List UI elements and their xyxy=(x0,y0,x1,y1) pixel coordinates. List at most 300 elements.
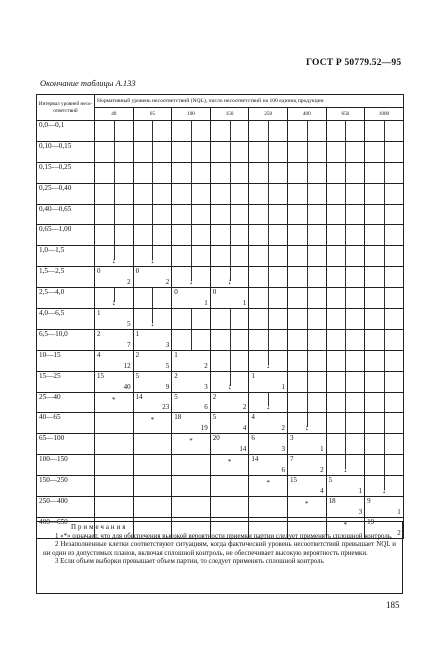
plan-cell xyxy=(287,413,326,434)
continuation-line xyxy=(384,455,385,475)
sample-size: 6 xyxy=(281,466,285,475)
nql-column-header: 100 xyxy=(172,108,211,121)
acceptance-number: 2 xyxy=(174,371,178,380)
table-row xyxy=(37,288,404,309)
continuation-line xyxy=(345,372,346,392)
table-row xyxy=(37,434,404,455)
continuation-line xyxy=(345,225,346,245)
plan-cell xyxy=(172,350,211,371)
plan-cell xyxy=(172,476,211,497)
plan-cell xyxy=(365,413,404,434)
continuation-line xyxy=(230,246,231,266)
continuation-line xyxy=(307,163,308,183)
notes-title: Примечания xyxy=(71,524,128,531)
plan-cell xyxy=(210,455,249,476)
sample-size: 5 xyxy=(127,319,131,328)
table-row xyxy=(37,476,404,497)
acceptance-number: 1 xyxy=(135,329,140,338)
plan-cell xyxy=(210,413,249,434)
down-arrow-icon: ↓ xyxy=(150,256,155,266)
down-arrow-icon: ↓ xyxy=(111,256,116,266)
plan-cell xyxy=(365,162,404,183)
plan-cell xyxy=(365,288,404,309)
plan-cell xyxy=(95,350,134,371)
plan-cell xyxy=(133,121,172,142)
continuation-line xyxy=(384,309,385,329)
plan-cell xyxy=(210,162,249,183)
plan-cell xyxy=(210,246,249,267)
plan-cell xyxy=(95,267,134,288)
continuation-line xyxy=(345,121,346,141)
row-interval-label: 4,0—6,5 xyxy=(37,309,95,330)
plan-cell xyxy=(326,121,365,142)
continuation-line xyxy=(152,184,153,204)
continuation-line xyxy=(345,267,346,287)
full-inspection-mark: * xyxy=(189,437,193,446)
table-row xyxy=(37,455,404,476)
continuation-line xyxy=(307,351,308,371)
plan-cell xyxy=(249,246,288,267)
row-interval-label: 25—40 xyxy=(37,392,95,413)
nql-group-header: Нормативный уровень несоответствий (NQL), число несоответствий на 100 единиц продукции xyxy=(95,95,404,108)
continuation-line xyxy=(230,121,231,141)
continuation-line xyxy=(345,413,346,433)
full-inspection-mark: * xyxy=(112,395,116,404)
acceptance-number: 1 xyxy=(97,309,101,318)
acceptance-number: 15 xyxy=(97,371,104,380)
plan-cell xyxy=(326,413,365,434)
continuation-line xyxy=(191,142,192,162)
note-3: 3 Если объем выборки превышает объем партии, то следует применять сплошной контроль xyxy=(55,558,324,565)
plan-cell xyxy=(172,413,211,434)
plan-cell xyxy=(365,497,404,518)
plan-cell xyxy=(326,162,365,183)
plan-cell xyxy=(287,162,326,183)
plan-cell xyxy=(210,497,249,518)
acceptance-number: 20 xyxy=(212,434,220,443)
continuation-line xyxy=(114,205,115,225)
sample-size: 5 xyxy=(165,361,170,370)
sample-size: 2 xyxy=(242,403,247,412)
table-row xyxy=(37,121,404,142)
plan-cell xyxy=(326,476,365,497)
plan-cell xyxy=(172,246,211,267)
plan-cell xyxy=(172,392,211,413)
row-interval-label: 0,15—0,25 xyxy=(37,162,95,183)
plan-cell xyxy=(326,329,365,350)
row-interval-label: 15—25 xyxy=(37,371,95,392)
continuation-line xyxy=(307,372,308,392)
continuation-line xyxy=(345,288,346,308)
sample-size: 1 xyxy=(281,382,285,391)
sample-size: 4 xyxy=(242,424,247,433)
table-row xyxy=(37,141,404,162)
continuation-line xyxy=(114,163,115,183)
plan-cell xyxy=(172,162,211,183)
plan-cell xyxy=(249,455,288,476)
acceptance-number: 5 xyxy=(328,476,333,485)
plan-cell xyxy=(287,225,326,246)
continuation-line xyxy=(384,246,385,266)
continuation-line xyxy=(268,309,269,329)
plan-cell xyxy=(133,434,172,455)
sample-size: 3 xyxy=(358,507,363,516)
plan-cell xyxy=(326,350,365,371)
plan-cell xyxy=(172,455,211,476)
plan-cell xyxy=(249,183,288,204)
continuation-line xyxy=(268,288,269,308)
row-interval-label: 250—400 xyxy=(37,497,95,518)
plan-cell xyxy=(172,121,211,142)
sample-size: 7 xyxy=(127,340,131,349)
plan-cell xyxy=(172,267,211,288)
plan-cell xyxy=(95,309,134,330)
table-row xyxy=(37,371,404,392)
plan-cell xyxy=(365,476,404,497)
row-interval-label: 100—150 xyxy=(37,455,95,476)
plan-cell xyxy=(287,350,326,371)
plan-cell xyxy=(133,204,172,225)
notes-block xyxy=(36,517,403,594)
continuation-line xyxy=(152,205,153,225)
continuation-line xyxy=(345,163,346,183)
acceptance-number: 4 xyxy=(97,350,101,359)
plan-cell xyxy=(249,371,288,392)
plan-cell xyxy=(133,309,172,330)
plan-cell xyxy=(249,350,288,371)
table-row xyxy=(37,267,404,288)
plan-cell xyxy=(287,371,326,392)
continuation-line xyxy=(268,121,269,141)
plan-cell xyxy=(365,350,404,371)
nql-column-header: 250 xyxy=(249,108,288,121)
continuation-line xyxy=(191,225,192,245)
continuation-line xyxy=(307,121,308,141)
table-row xyxy=(37,309,404,330)
down-arrow-icon: ↓ xyxy=(343,465,348,475)
plan-cell xyxy=(249,309,288,330)
plan-cell xyxy=(133,392,172,413)
acceptance-number: 6 xyxy=(251,434,255,443)
plan-cell xyxy=(133,225,172,246)
continuation-line xyxy=(384,225,385,245)
plan-cell xyxy=(95,141,134,162)
sample-size: 3 xyxy=(281,445,285,454)
continuation-line xyxy=(384,163,385,183)
plan-cell xyxy=(365,141,404,162)
plan-cell xyxy=(210,309,249,330)
page-number: 185 xyxy=(386,600,400,610)
continuation-line xyxy=(307,393,308,413)
continuation-line xyxy=(268,163,269,183)
plan-cell xyxy=(287,455,326,476)
nql-column-header: 65 xyxy=(133,108,172,121)
plan-cell xyxy=(210,225,249,246)
table-row xyxy=(37,413,404,434)
continuation-line xyxy=(152,163,153,183)
table-row xyxy=(37,225,404,246)
continuation-line xyxy=(191,163,192,183)
sample-size: 2 xyxy=(281,424,285,433)
plan-cell xyxy=(210,371,249,392)
plan-cell xyxy=(287,141,326,162)
row-interval-label: 0,10—0,15 xyxy=(37,141,95,162)
plan-cell xyxy=(365,183,404,204)
plan-cell xyxy=(95,497,134,518)
table-row xyxy=(37,350,404,371)
plan-cell xyxy=(210,183,249,204)
continuation-line xyxy=(307,246,308,266)
continuation-line xyxy=(345,142,346,162)
sample-size: 1 xyxy=(242,299,247,308)
plan-cell xyxy=(133,476,172,497)
plan-cell xyxy=(287,434,326,455)
continuation-line xyxy=(191,184,192,204)
acceptance-number: 2 xyxy=(212,392,217,401)
plan-cell xyxy=(95,371,134,392)
plan-cell xyxy=(326,267,365,288)
acceptance-number: 2 xyxy=(97,329,101,338)
plan-cell xyxy=(326,141,365,162)
plan-cell xyxy=(210,267,249,288)
continuation-line xyxy=(230,184,231,204)
acceptance-number: 0 xyxy=(135,267,140,276)
plan-cell xyxy=(249,434,288,455)
continuation-line xyxy=(307,330,308,350)
acceptance-number: 1 xyxy=(174,350,178,359)
down-arrow-icon: ↓ xyxy=(227,381,232,391)
plan-cell xyxy=(133,246,172,267)
plan-cell xyxy=(95,329,134,350)
continuation-line xyxy=(268,205,269,225)
sample-size: 9 xyxy=(165,382,170,391)
sample-size: 2 xyxy=(127,278,131,287)
plan-cell xyxy=(95,121,134,142)
plan-cell xyxy=(365,246,404,267)
plan-cell xyxy=(133,497,172,518)
row-interval-label: 0,40—0,65 xyxy=(37,204,95,225)
plan-cell xyxy=(287,309,326,330)
row-interval-label: 1,0—1,5 xyxy=(37,246,95,267)
plan-cell xyxy=(172,288,211,309)
nql-column-header: 650 xyxy=(326,108,365,121)
plan-cell xyxy=(133,162,172,183)
acceptance-number: 14 xyxy=(251,455,259,464)
acceptance-number: 14 xyxy=(135,392,143,401)
full-inspection-mark: * xyxy=(305,500,309,509)
continuation-line xyxy=(152,121,153,141)
plan-cell xyxy=(365,204,404,225)
standard-header: ГОСТ Р 50779.52—95 xyxy=(306,58,402,68)
table-row xyxy=(37,246,404,267)
plan-cell xyxy=(210,392,249,413)
continuation-line xyxy=(307,288,308,308)
table-row xyxy=(37,497,404,518)
continuation-line xyxy=(345,309,346,329)
plan-cell xyxy=(95,434,134,455)
sample-size: 1 xyxy=(397,507,401,516)
plan-cell xyxy=(133,141,172,162)
continuation-line xyxy=(191,121,192,141)
continuation-line xyxy=(230,351,231,371)
sample-size: 2 xyxy=(204,361,208,370)
plan-cell xyxy=(133,371,172,392)
acceptance-number: 0 xyxy=(174,288,178,297)
plan-cell xyxy=(326,309,365,330)
continuation-line xyxy=(384,142,385,162)
row-interval-label: 1,5—2,5 xyxy=(37,267,95,288)
sample-size: 14 xyxy=(239,445,247,454)
acceptance-number: 1 xyxy=(251,371,255,380)
plan-cell xyxy=(133,288,172,309)
continuation-line xyxy=(191,205,192,225)
continuation-line xyxy=(230,163,231,183)
plan-cell xyxy=(172,497,211,518)
plan-cell xyxy=(365,225,404,246)
plan-cell xyxy=(249,225,288,246)
continuation-line xyxy=(152,142,153,162)
continuation-line xyxy=(384,288,385,308)
plan-cell xyxy=(172,225,211,246)
plan-cell xyxy=(210,329,249,350)
plan-cell xyxy=(326,288,365,309)
continuation-line xyxy=(230,330,231,350)
acceptance-number: 15 xyxy=(289,476,297,485)
acceptance-number: 3 xyxy=(289,434,294,443)
plan-cell xyxy=(172,434,211,455)
continuation-line xyxy=(114,121,115,141)
continuation-line xyxy=(384,351,385,371)
sample-size: 4 xyxy=(320,487,324,496)
plan-cell xyxy=(365,121,404,142)
plan-cell xyxy=(365,267,404,288)
plan-cell xyxy=(249,413,288,434)
plan-cell xyxy=(249,162,288,183)
plan-cell xyxy=(326,434,365,455)
continuation-line xyxy=(307,309,308,329)
plan-cell xyxy=(172,204,211,225)
row-interval-label: 10—15 xyxy=(37,350,95,371)
plan-cell xyxy=(95,413,134,434)
continuation-line xyxy=(114,142,115,162)
plan-cell xyxy=(95,162,134,183)
plan-cell xyxy=(95,204,134,225)
plan-cell xyxy=(326,392,365,413)
row-interval-label: 150—250 xyxy=(37,476,95,497)
down-arrow-icon: ↓ xyxy=(150,318,155,328)
acceptance-number: 2 xyxy=(135,350,140,359)
table-row xyxy=(37,392,404,413)
row-interval-label: 0,0—0,1 xyxy=(37,121,95,142)
plan-cell xyxy=(133,350,172,371)
continuation-line xyxy=(230,309,231,329)
acceptance-number: 9 xyxy=(367,497,371,506)
table-continuation-caption: Окончание таблицы А.133 xyxy=(40,78,136,88)
sample-size: 12 xyxy=(123,361,131,370)
continuation-line xyxy=(268,184,269,204)
plan-cell xyxy=(249,121,288,142)
continuation-line xyxy=(191,330,192,350)
plan-cell xyxy=(249,497,288,518)
plan-cell xyxy=(95,183,134,204)
down-arrow-icon: ↓ xyxy=(304,423,309,433)
continuation-line xyxy=(307,142,308,162)
table-row xyxy=(37,183,404,204)
continuation-line xyxy=(307,267,308,287)
full-inspection-mark: * xyxy=(150,416,155,425)
continuation-line xyxy=(384,413,385,433)
plan-cell xyxy=(365,392,404,413)
plan-cell xyxy=(210,141,249,162)
plan-cell xyxy=(95,455,134,476)
continuation-line xyxy=(384,434,385,454)
plan-cell xyxy=(326,225,365,246)
sample-size: 6 xyxy=(204,403,208,412)
acceptance-number: 4 xyxy=(251,413,255,422)
sample-size: 23 xyxy=(162,403,170,412)
acceptance-number: 5 xyxy=(135,371,140,380)
plan-cell xyxy=(249,476,288,497)
nql-column-header: 1000 xyxy=(365,108,404,121)
plan-cell xyxy=(133,413,172,434)
nql-column-header: 150 xyxy=(210,108,249,121)
plan-cell xyxy=(172,329,211,350)
nql-column-header: 400 xyxy=(287,108,326,121)
acceptance-number: 19 xyxy=(367,517,375,526)
sample-size: 3 xyxy=(165,340,170,349)
continuation-line xyxy=(384,205,385,225)
continuation-line xyxy=(268,330,269,350)
row-interval-label: 0,25—0,40 xyxy=(37,183,95,204)
row-interval-header: Интервал уровней несо-ответствий xyxy=(37,95,95,121)
plan-cell xyxy=(287,497,326,518)
sampling-plans-table xyxy=(36,94,404,539)
plan-cell xyxy=(326,246,365,267)
plan-cell xyxy=(210,204,249,225)
continuation-line xyxy=(307,184,308,204)
sample-size: 2 xyxy=(320,466,324,475)
full-inspection-mark: * xyxy=(266,479,270,488)
acceptance-number: 18 xyxy=(328,497,336,506)
plan-cell xyxy=(249,392,288,413)
plan-cell xyxy=(95,246,134,267)
continuation-line xyxy=(384,393,385,413)
plan-cell xyxy=(95,225,134,246)
plan-cell xyxy=(287,204,326,225)
down-arrow-icon: ↓ xyxy=(227,277,232,287)
plan-cell xyxy=(249,329,288,350)
plan-cell xyxy=(287,121,326,142)
plan-cell xyxy=(287,267,326,288)
plan-cell xyxy=(326,497,365,518)
plan-cell xyxy=(287,476,326,497)
continuation-line xyxy=(345,434,346,454)
sample-size: 1 xyxy=(320,445,324,454)
sample-size: 2 xyxy=(165,278,170,287)
continuation-line xyxy=(114,184,115,204)
plan-cell xyxy=(365,329,404,350)
down-arrow-icon: ↓ xyxy=(266,360,271,370)
continuation-line xyxy=(268,246,269,266)
full-inspection-mark: * xyxy=(343,520,348,529)
plan-cell xyxy=(133,267,172,288)
plan-cell xyxy=(287,183,326,204)
continuation-line xyxy=(114,225,115,245)
sample-size: 2 xyxy=(397,528,401,537)
plan-cell xyxy=(95,392,134,413)
acceptance-number: 0 xyxy=(212,288,217,297)
plan-cell xyxy=(365,371,404,392)
